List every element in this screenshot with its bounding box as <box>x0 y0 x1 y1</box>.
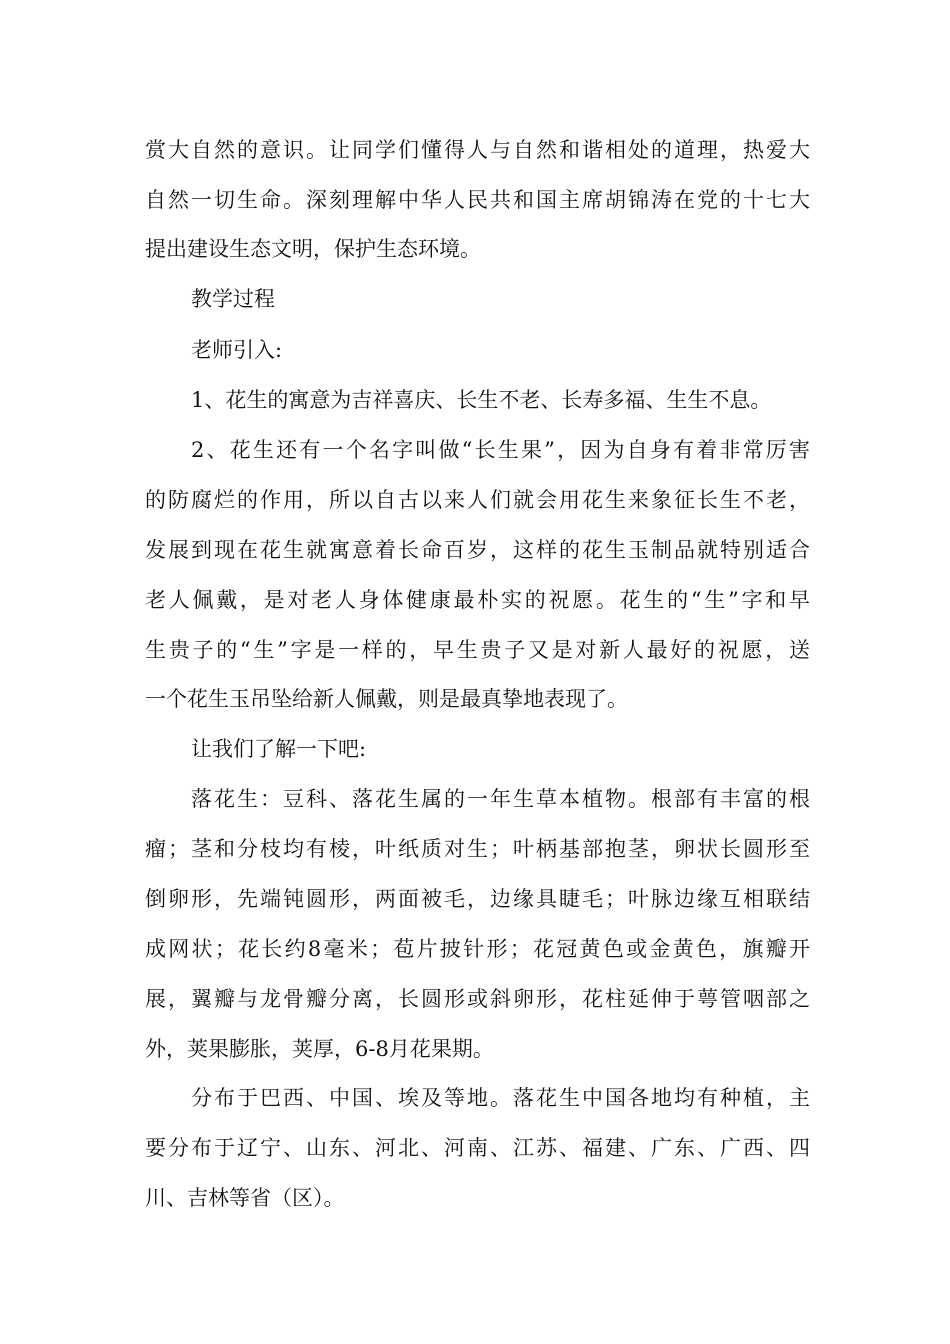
text-line: 赏大自然的意识。让同学们懂得人与自然和谐相处的道理，热爱大 <box>145 138 810 162</box>
text-line: 落花生：豆科、落花生属的一年生草本植物。根部有丰富的根 <box>191 787 810 811</box>
text-line: 2、花生还有一个名字叫做“长生果”，因为自身有着非常厉害 <box>191 438 810 462</box>
text-line: 展，翼瓣与龙骨瓣分离，长圆形或斜卵形，花柱延伸于萼管咽部之 <box>145 987 810 1011</box>
text-line: 提出建设生态文明，保护生态环境。 <box>145 237 481 261</box>
text-line: 倒卵形，先端钝圆形，两面被毛，边缘具睫毛；叶脉边缘互相联结 <box>145 887 810 911</box>
text-line: 分布于巴西、中国、埃及等地。落花生中国各地均有种植，主 <box>191 1086 810 1110</box>
section-heading: 教学过程 <box>191 287 275 311</box>
text-line: 老人佩戴，是对老人身体健康最朴实的祝愿。花生的“生”字和早 <box>145 588 810 612</box>
text-line: 的防腐烂的作用，所以自古以来人们就会用花生来象征长生不老， <box>145 488 810 512</box>
text-line: 成网状；花长约8毫米；苞片披针形；花冠黄色或金黄色，旗瓣开 <box>145 937 810 961</box>
subheading: 让我们了解一下吧: <box>191 737 367 761</box>
text-line: 发展到现在花生就寓意着长命百岁，这样的花生玉制品就特别适合 <box>145 538 810 562</box>
text-line: 一个花生玉吊坠给新人佩戴，则是最真挚地表现了。 <box>145 687 628 711</box>
text-line: 瘤；茎和分枝均有棱，叶纸质对生；叶柄基部抱茎，卵状长圆形至 <box>145 837 810 861</box>
text-line: 要分布于辽宁、山东、河北、河南、江苏、福建、广东、广西、四 <box>145 1136 810 1160</box>
text-line: 自然一切生命。深刻理解中华人民共和国主席胡锦涛在党的十七大 <box>145 188 810 212</box>
text-line: 外，荚果膨胀，荚厚，6-8月花果期。 <box>145 1037 494 1061</box>
text-line: 生贵子的“生”字是一样的，早生贵子又是对新人最好的祝愿，送 <box>145 638 810 662</box>
text-line: 川、吉林等省（区）。 <box>145 1186 345 1210</box>
subheading: 老师引入: <box>191 338 283 362</box>
text-line: 1、花生的寓意为吉祥喜庆、长生不老、长寿多福、生生不息。 <box>191 388 772 412</box>
